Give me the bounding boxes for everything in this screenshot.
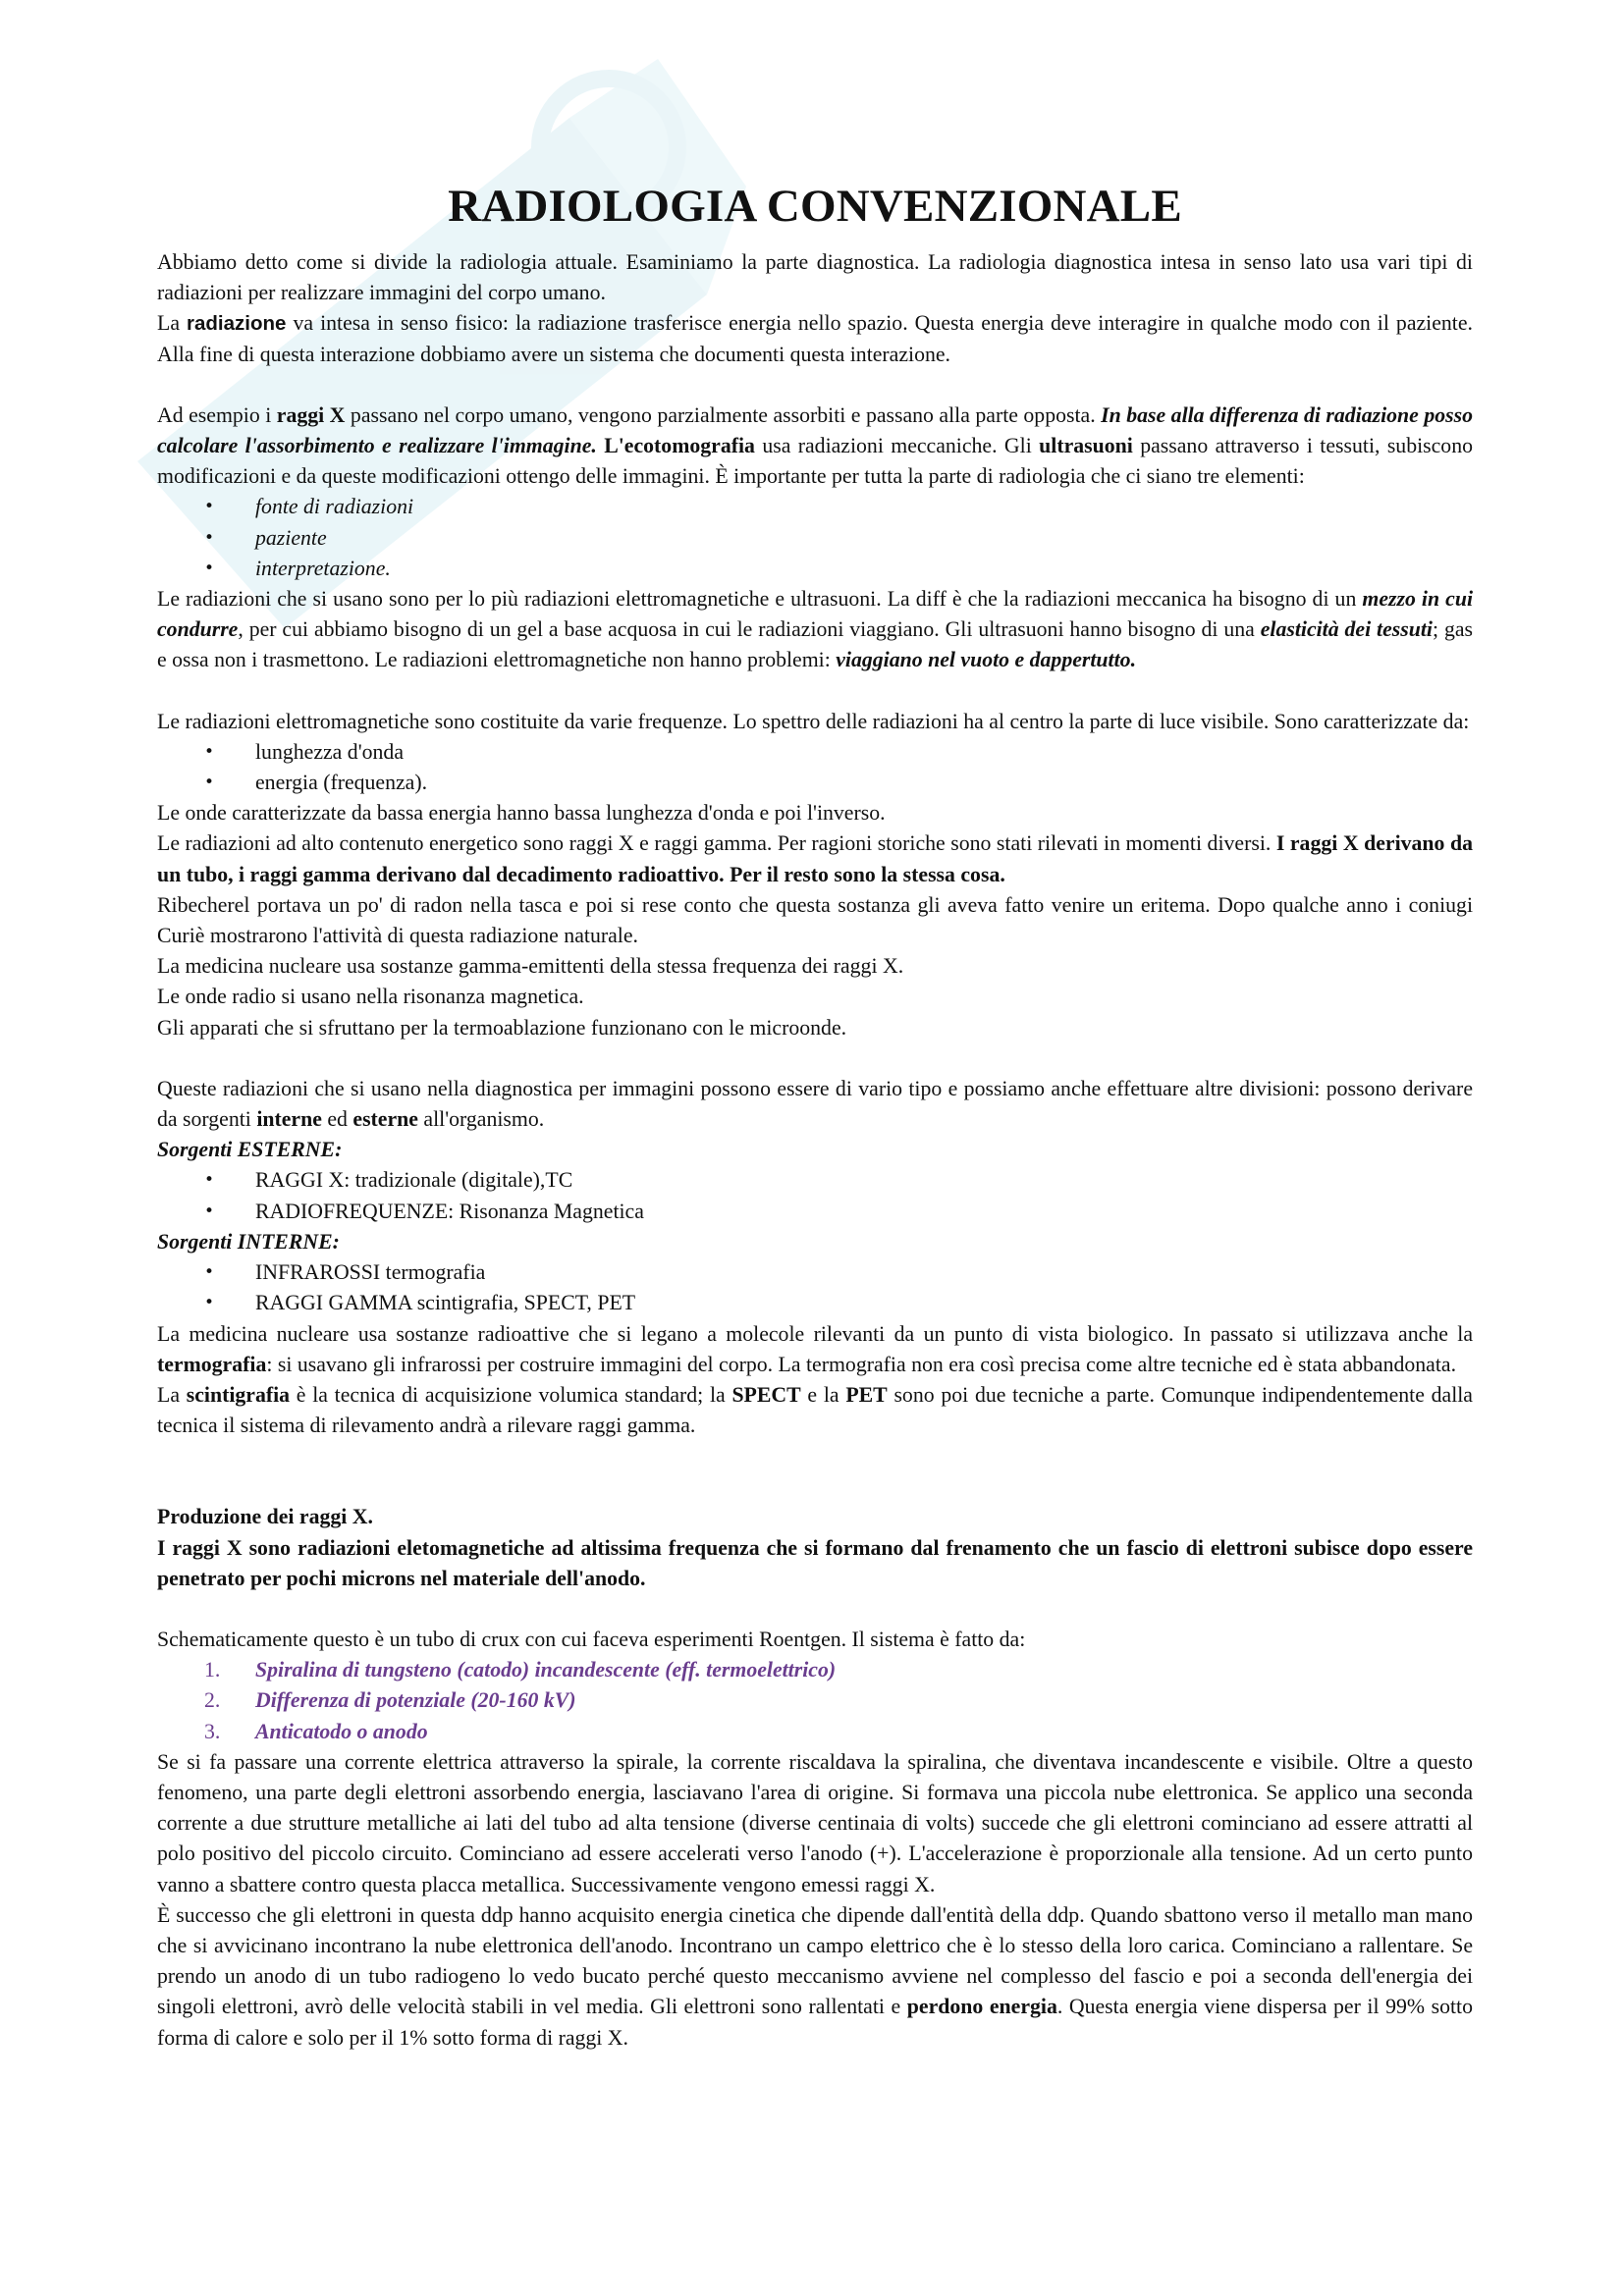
paragraph: È successo che gli elettroni in questa ddp hanno acquisito energia cinetica che dipende dall'entità della ddp. Quando sbattono verso il metallo man mano che si avvicinano incontrano la nube elettronica dell'anodo. Incontrano un campo elettrico che è lo stesso della loro carica. Cominciano a rallentare. Se prendo un anodo di un tubo radiogeno lo vedo bucato perché questo meccanismo avviene nel complesso del fascio e poi a seconda dell'energia dei singoli elettroni, avrò delle velocità stabili in vel media. Gli elettroni sono rallentati e perdono energia. Questa energia viene dispersa per il 99% sotto forma di calore e solo per il 1% sotto forma di raggi X. bbox=[157, 1902, 1473, 2050]
list-item: 1. Spiralina di tungsteno (catodo) incandescente (eff. termoelettrico) bbox=[204, 1658, 837, 1682]
paragraph: Ribecherel portava un po' di radon nella tasca e poi si rese conto che questa sostanza gli aveva fatto venire un eritema. Dopo qualche anno i coniugi Curiè mostrarono l'attività di questa radiazione naturale. bbox=[157, 892, 1473, 948]
paragraph: I raggi X sono radiazioni eletomagnetiche ad altissima frequenza che si formano dal frenamento che un fascio di elettroni subisce dopo essere penetrato per pochi microns nel materiale dell'anodo. bbox=[157, 1535, 1473, 1590]
section-heading-internal: Sorgenti INTERNE: bbox=[157, 1229, 340, 1254]
list-item: • energia (frequenza). bbox=[157, 768, 1473, 798]
paragraph: La scintigrafia è la tecnica di acquisizione volumica standard; la SPECT e la PET sono poi due tecniche a parte. Comunque indipendentemente dalla tecnica il sistema di rilevamento andrà a rilevare raggi gamma. bbox=[157, 1382, 1473, 1438]
bullet-list bbox=[157, 737, 1473, 798]
paragraph: Le onde caratterizzate da bassa energia hanno bassa lunghezza d'onda e poi l'inverso. bbox=[157, 801, 886, 826]
paragraph: Gli apparati che si sfruttano per la termoablazione funzionano con le microonde. bbox=[157, 1015, 847, 1040]
section-heading: Produzione dei raggi X. bbox=[157, 1505, 373, 1529]
paragraph: La medicina nucleare usa sostanze radioattive che si legano a molecole rilevanti da un punto di vista biologico. In passato si utilizzava anche la termografia: si usavano gli infrarossi per costruire immagini del corpo. La termografia non era così precisa come altre tecniche ed è stata abbandonata. bbox=[157, 1321, 1473, 1376]
paragraph: Le onde radio si usano nella risonanza magnetica. bbox=[157, 985, 584, 1009]
list-item: 3. Anticatodo o anodo bbox=[204, 1719, 428, 1743]
bullet-list bbox=[157, 1165, 1473, 1226]
list-item: • INFRAROSSI termografia bbox=[157, 1257, 1473, 1288]
paragraph: Ad esempio i raggi X passano nel corpo umano, vengono parzialmente assorbiti e passano alla parte opposta. In base alla differenza di radiazione posso calcolare l'assorbimento e realizzare l'immagine. L'ecotomografia usa radiazioni meccaniche. Gli ultrasuoni passano attraverso i tessuti, subiscono modificazioni e da queste modificazioni ottengo delle immagini. È importante per tutta la parte di radiologia che ci siano tre elementi: bbox=[157, 402, 1474, 489]
paragraph: Le radiazioni ad alto contenuto energetico sono raggi X e raggi gamma. Per ragioni storiche sono stati rilevati in momenti diversi. I raggi X derivano da un tubo, i raggi gamma derivano dal decadimento radioattivo. Per il resto sono la stessa cosa. bbox=[157, 831, 1473, 886]
paragraph: La medicina nucleare usa sostanze gamma-emittenti della stessa frequenza dei raggi X. bbox=[157, 954, 904, 979]
list-item: • RAGGI GAMMA scintigrafia, SPECT, PET bbox=[157, 1288, 1473, 1318]
paragraph: Schematicamente questo è un tubo di crux con cui faceva esperimenti Roentgen. Il sistema è fatto da: bbox=[157, 1627, 1026, 1651]
paragraph: Abbiamo detto come si divide la radiologia attuale. Esaminiamo la parte diagnostica. La radiologia diagnostica intesa in senso lato usa vari tipi di radiazioni per realizzare immagini del corpo umano. bbox=[157, 250, 1473, 305]
list-item: • lunghezza d'onda bbox=[157, 737, 1473, 768]
section-heading-external: Sorgenti ESTERNE: bbox=[157, 1138, 343, 1162]
paragraph: Se si fa passare una corrente elettrica attraverso la spirale, la corrente riscaldava la spiralina, che diventava incandescente e visibile. Oltre a questo fenomeno, una parte degli elettroni assorbendo energia, lasciavano l'area di origine. Si formava una piccola nube elettronica. Se applico una seconda corrente a due strutture metalliche ai lati del tubo ad alta tensione (diverse centinaia di volts) succede che gli elettroni cominciano ad essere attratti al polo positivo del piccolo circuito. Cominciano ad essere accelerati verso l'anodo (+). L'accelerazione è proporzionale alla tensione. Ad un certo punto vanno a sbattere contro questa placca metallica. Successivamente vengono emessi raggi X. bbox=[157, 1749, 1473, 1896]
paragraph: La radiazione va intesa in senso fisico: la radiazione trasferisce energia nello spazio. Questa energia deve interagire in qualche modo con il paziente. Alla fine di questa interazione dobbiamo avere un sistema che documenti questa interazione. bbox=[157, 311, 1473, 366]
paragraph: Le radiazioni elettromagnetiche sono costituite da varie frequenze. Lo spettro delle radiazioni ha al centro la parte di luce visibile. Sono caratterizzate da: bbox=[157, 709, 1470, 733]
list-item: • fonte di radiazioni bbox=[157, 492, 1473, 522]
list-item: • RADIOFREQUENZE: Risonanza Magnetica bbox=[157, 1197, 1473, 1227]
numbered-list bbox=[157, 1655, 1473, 1747]
list-item: • interpretazione. bbox=[157, 554, 1473, 584]
list-item: 2. Differenza di potenziale (20-160 kV) bbox=[204, 1688, 576, 1713]
bullet-list bbox=[157, 1257, 1473, 1318]
paragraph: Queste radiazioni che si usano nella diagnostica per immagini possono essere di vario tipo e possiamo anche effettuare altre divisioni: possono derivare da sorgenti interne ed esterne all'organismo. bbox=[157, 1076, 1473, 1132]
list-item: • paziente bbox=[157, 523, 1473, 554]
list-item: • RAGGI X: tradizionale (digitale),TC bbox=[157, 1165, 1473, 1196]
bullet-list bbox=[157, 492, 1473, 584]
page-title: RADIOLOGIA CONVENZIONALE bbox=[448, 181, 1182, 232]
paragraph: Le radiazioni che si usano sono per lo più radiazioni elettromagnetiche e ultrasuoni. La diff è che la radiazioni meccanica ha bisogno di un mezzo in cui condurre, per cui abbiamo bisogno di un gel a base acquosa in cui le radiazioni viaggiano. Gli ultrasuoni hanno bisogno di una elasticità dei tessuti; gas e ossa non i trasmettono. Le radiazioni elettromagnetiche non hanno problemi: viaggiano nel vuoto e dappertutto. bbox=[157, 587, 1474, 672]
document-page bbox=[157, 177, 1473, 2054]
